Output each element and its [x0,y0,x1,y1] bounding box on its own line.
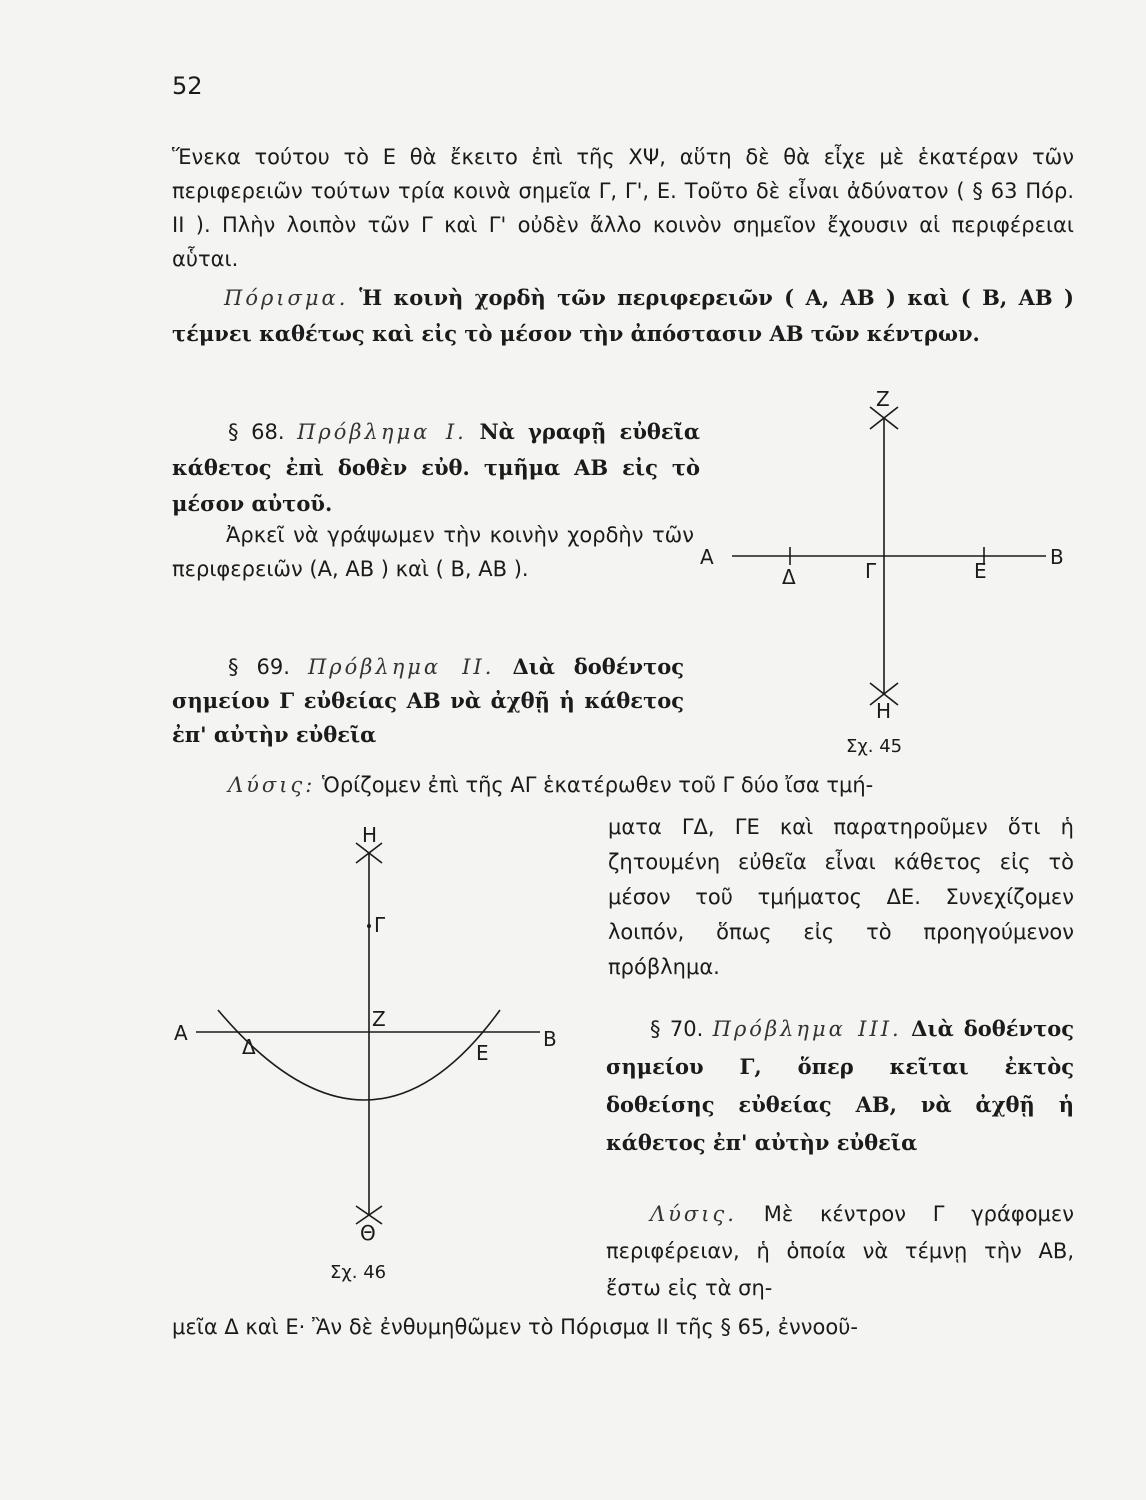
fig46-label-z: Ζ [372,1007,386,1031]
section-69-text: Διὰ δοθέντος σημείου Γ εὐθείας ΑΒ νὰ ἀχθῇ ἡ κάθετος ἐπ' αὐτὴν εὐθεῖα [172,654,684,747]
page-number: 52 [172,72,203,100]
fig45-label-d: Δ [782,565,796,589]
fig45-label-g: Γ [865,559,877,583]
section-70-number: § 70. [650,1017,704,1041]
section-70-label: Πρόβλημα III. [712,1017,902,1041]
fig45-label-h: Η [876,699,892,723]
fig45-label-z: Ζ [876,387,890,411]
section-69-number: § 69. [228,655,290,679]
section-70-lysis-label: Λύσις. [650,1202,737,1226]
section-68-text: Νὰ γραφῇ εὐθεῖα κάθετος ἐπὶ δοθὲν εὐθ. τμῆμα ΑΒ εἰς τὸ μέσον αὐτοῦ. [172,419,700,516]
porisma-label: Πόρισμα. [224,286,349,310]
paragraph-intro: Ἕνεκα τούτου τὸ Ε θὰ ἔκειτο ἐπὶ τῆς ΧΨ, αὕτη δὲ θὰ εἶχε μὲ ἑκατέραν τῶν περιφερειῶν τούτων τρία κοινὰ σημεῖα Γ, Γ', Ε. Τοῦτο δὲ εἶναι ἀδύνατον ( § 63 Πόρ. II ). Πλὴν λοιπὸν τῶν Γ καὶ Γ' οὐδὲν ἄλλο κοινὸν σημεῖον ἔχουσιν αἱ περιφέρειαι αὗται. [172,145,1074,271]
figure-45-caption: Σχ. 45 [846,736,903,757]
section-68-solution: Ἀρκεῖ νὰ γράψωμεν τὴν κοινὴν χορδὴν τῶν περιφερειῶν (Α, ΑΒ ) καὶ ( Β, ΑΒ ). [172,523,694,581]
section-68-number: § 68. [228,420,285,444]
section-69-lysis-label: Λύσις: [228,773,316,797]
fig45-label-e: Ε [974,559,987,583]
fig46-label-e: Ε [476,1041,489,1065]
fig46-label-g: Γ [374,913,386,937]
fig46-arc [218,1010,500,1100]
fig46-label-a: Α [174,1021,188,1045]
fig45-label-a: Α [700,545,714,569]
section-70-text: Διὰ δοθέντος σημείου Γ, ὅπερ κεῖται ἐκτὸς δοθείσης εὐθείας ΑΒ, νὰ ἀχθῇ ἡ κάθετος ἐπ' αὐτὴν εὐθεῖα [606,1016,1075,1155]
fig46-point-g [367,924,371,928]
porisma-text: Ἡ κοινὴ χορδὴ τῶν περιφερειῶν ( Α, ΑΒ ) καὶ ( Β, ΑΒ ) τέμνει καθέτως καὶ εἰς τὸ μέσον τὴν ἀπόστασιν ΑΒ τῶν κέντρων. [172,285,1074,346]
section-69-label: Πρόβλημα II. [307,655,495,679]
section-68-label: Πρόβλημα I. [297,420,467,444]
fig46-label-h: Η [362,823,378,847]
last-line: μεῖα Δ καὶ Ε· Ἂν δὲ ἐνθυμηθῶμεν τὸ Πόρισμα II τῆς § 65, ἐννοοῦ- [172,1315,858,1339]
figure-46-caption: Σχ. 46 [330,1262,387,1283]
fig45-label-b: Β [1050,545,1064,569]
fig46-label-th: Θ [360,1221,376,1245]
section-69-lysis-line1: Ὁρίζομεν ἐπὶ τῆς ΑΓ ἑκατέρωθεν τοῦ Γ δύο ἴσα τμή- [322,773,874,797]
fig46-label-d: Δ [242,1035,256,1059]
section-69-lysis-rest: ματα ΓΔ, ΓΕ καὶ παρατηροῦμεν ὅτι ἡ ζητουμένη εὐθεῖα εἶναι κάθετος εἰς τὸ μέσον τοῦ τμήματος ΔΕ. Συνεχίζομεν λοιπόν, ὅπως εἰς τὸ προηγούμενον πρόβλημα. [608,815,1074,979]
fig46-label-b: Β [543,1027,557,1051]
section-70-lysis-text: Μὲ κέντρον Γ γράφομεν περιφέρειαν, ἡ ὁποία νὰ τέμνῃ τὴν ΑΒ, ἔστω εἰς τὰ ση- [606,1202,1074,1300]
